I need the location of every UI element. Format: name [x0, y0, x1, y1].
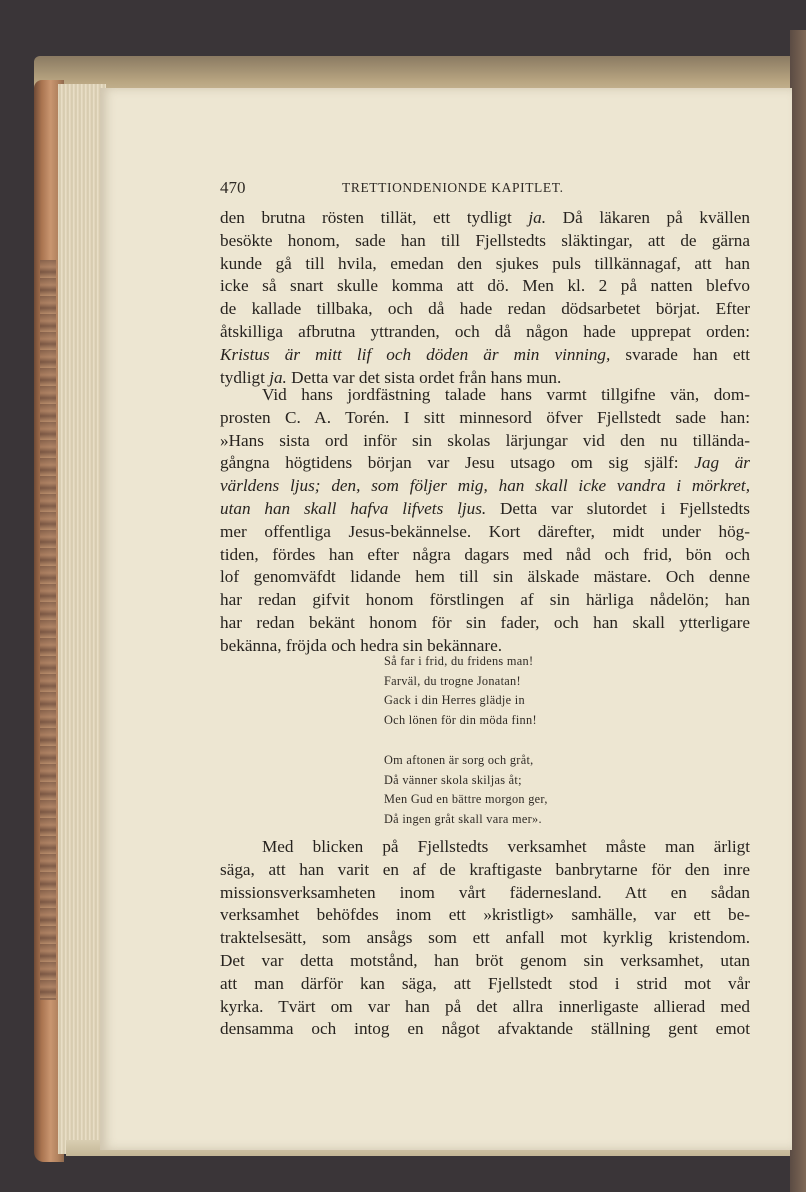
- text-line: att man därför kan säga, att Fjellstedt stod i strid mot vår: [220, 973, 750, 993]
- poem-stanza-1: [384, 652, 548, 731]
- background-strip: [790, 30, 806, 1192]
- page-header: [220, 178, 750, 200]
- poem-line: Gack i din Herres glädje in: [384, 693, 525, 708]
- text-line: gångna högtidens början var Jesu utsago om sig själf: Jag är: [220, 453, 750, 473]
- poem-line: Om aftonen är sorg och gråt,: [384, 752, 534, 767]
- text-line: mer offentliga Jesus-bekännelse. Kort därefter, midt under hög-: [220, 521, 750, 541]
- poem-line: Då vänner skola skiljas åt;: [384, 772, 522, 787]
- text-line: har redan bekänt honom för sin fader, och han skall ytterligare: [220, 612, 750, 632]
- running-title: TRETTIONDENIONDE KAPITLET.: [342, 180, 564, 195]
- text-line: den brutna rösten tillät, ett tydligt ja. Då läkaren på kvällen: [220, 208, 750, 227]
- text-line: verksamhet behöfdes inom ett »kristligt» samhälle, var ett be-: [220, 905, 750, 925]
- text-line: bekänna, fröjda och hedra sin bekännare.: [220, 635, 503, 655]
- text-line: åtskilliga afbrutna yttranden, och då någon hade upprepat orden:: [220, 321, 750, 341]
- text-line: traktelsesätt, som ansågs som ett anfall mot kyrklig kristendom.: [220, 928, 750, 948]
- text-line: världens ljus; den, som följer mig, han skall icke vandra i mörkret,: [220, 476, 750, 496]
- text-line: Med blicken på Fjellstedts verksamhet måste man ärligt: [262, 837, 750, 856]
- paragraph-3: [220, 836, 750, 1041]
- text-line: utan han skall hafva lifvets ljus. Detta var slutordet i Fjellstedts: [220, 498, 750, 518]
- text-line: säga, att han varit en af de kraftigaste banbrytarne för den inre: [220, 859, 750, 879]
- text-line: Kristus är mitt lif och döden är min vinning, svarade han ett: [220, 344, 750, 364]
- text-line: Det var detta motstånd, han bröt genom sin verksamhet, utan: [220, 950, 750, 970]
- poem-line: Farväl, du trogne Jonatan!: [384, 673, 521, 688]
- text-line: icke så snart skulle komma att dö. Men kl. 2 på natten blefvo: [220, 276, 750, 296]
- page-edges: [58, 84, 106, 1154]
- text-line: lof genomväfdt lidande hem till sin älskade mästare. Och denne: [220, 567, 750, 587]
- paragraph-1: [220, 207, 750, 389]
- poem-stanza-2: [384, 751, 548, 830]
- text-line: missionsverksamheten inom vårt fädernesland. Att en sådan: [220, 882, 750, 902]
- text-line: besökte honom, sade han till Fjellstedts släktingar, att de gärna: [220, 230, 750, 250]
- poem-line: Och lönen för din möda finn!: [384, 713, 537, 728]
- spine-marbling: [40, 260, 56, 1000]
- text-line: Vid hans jordfästning talade hans varmt tillgifne vän, dom-: [262, 385, 750, 404]
- text-line: kyrka. Tvärt om var han på det allra innerligaste allierad med: [220, 996, 750, 1016]
- poem-line: Då ingen gråt skall vara mer».: [384, 811, 542, 826]
- poem-line: Men Gud en bättre morgon ger,: [384, 792, 548, 807]
- poem-line: Så far i frid, du fridens man!: [384, 654, 534, 668]
- page-number: 470: [220, 178, 246, 197]
- text-line: de kallade tillbaka, och då hade redan dödsarbetet börjat. Efter: [220, 299, 750, 319]
- text-line: tiden, fördes han efter några dagars med nåd och frid, bön och: [220, 544, 750, 564]
- paragraph-2: [220, 384, 750, 658]
- text-line: prosten C. A. Torén. I sitt minnesord öfver Fjellstedt sade han:: [220, 407, 750, 427]
- text-line: densamma och intog en något afvaktande ställning gent emot: [220, 1019, 750, 1039]
- text-line: »Hans sista ord inför sin skolas lärjungar vid den nu tillända-: [220, 430, 750, 450]
- text-line: tydligt ja. Detta var det sista ordet från hans mun.: [220, 367, 562, 387]
- text-line: har redan gifvit honom förstlingen af sin härliga nådelön; han: [220, 590, 750, 610]
- text-line: kunde gå till hvila, emedan den sjukes puls tillkännagaf, att han: [220, 253, 750, 273]
- poem: [384, 652, 548, 830]
